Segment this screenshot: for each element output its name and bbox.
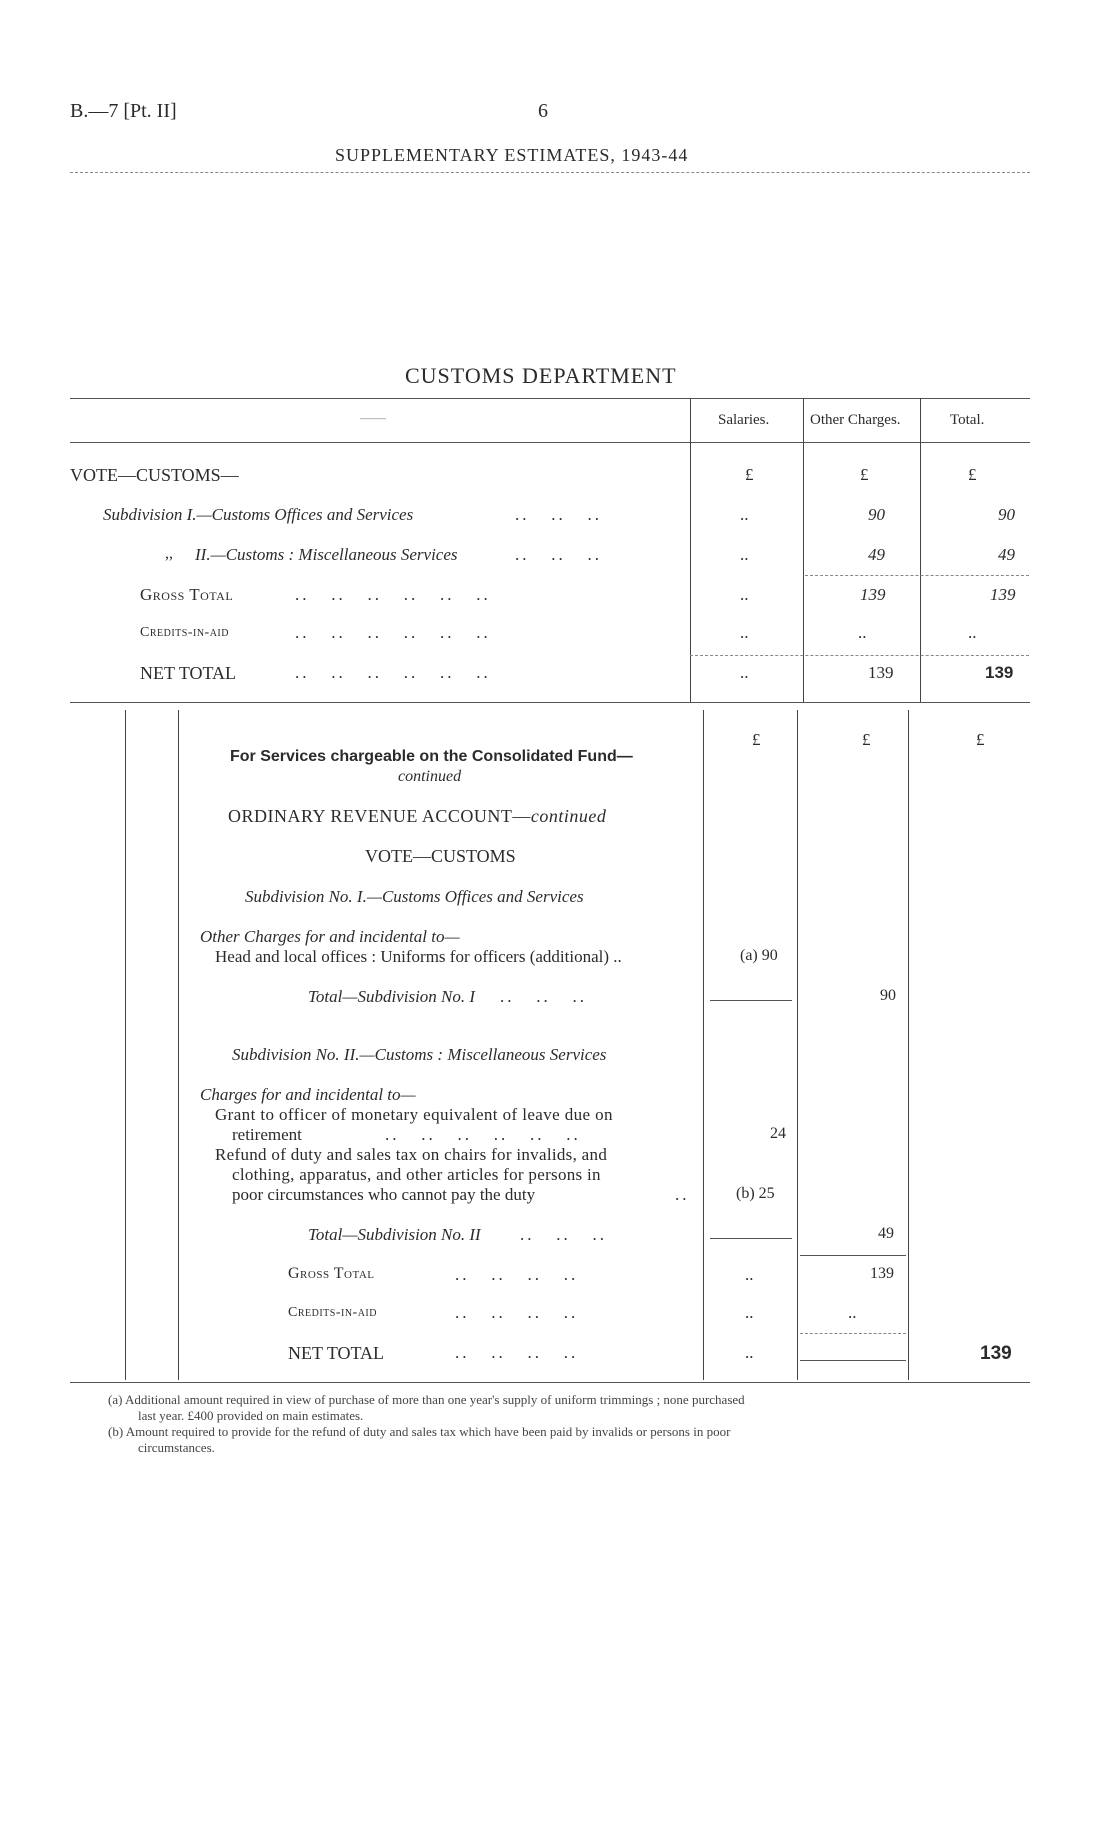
summary-row-2-label: II.—Customs : Miscellaneous Services bbox=[195, 545, 458, 564]
detail-sub2-item2-value: (b) 25 bbox=[736, 1185, 775, 1202]
summary-net-label: NET TOTAL bbox=[140, 663, 237, 683]
summary-bottom-rule bbox=[70, 702, 1030, 703]
header-rule bbox=[70, 172, 1030, 173]
detail-col-divider-3 bbox=[908, 710, 909, 1380]
summary-header-rule bbox=[70, 442, 1030, 443]
detail-net-rule-top bbox=[800, 1333, 906, 1334]
detail-net-salaries: .. bbox=[745, 1343, 754, 1362]
summary-col-salaries: Salaries. bbox=[718, 412, 770, 428]
detail-sub2-item2-line3: poor circumstances who cannot pay the duty bbox=[232, 1185, 536, 1204]
detail-sub2-item2-leader: .. bbox=[675, 1185, 690, 1204]
detail-net-leader: .. .. .. .. bbox=[455, 1343, 579, 1362]
detail-heading-continued: continued bbox=[398, 768, 462, 785]
summary-currency-other: £ bbox=[860, 465, 869, 484]
summary-credits-other: .. bbox=[858, 623, 867, 642]
detail-sub2-item1-leader: .. .. .. .. .. .. bbox=[385, 1125, 581, 1144]
detail-gross-other: 139 bbox=[870, 1265, 894, 1282]
detail-sub1-total-label: Total—Subdivision No. I bbox=[308, 987, 476, 1006]
detail-gross-rule bbox=[800, 1255, 906, 1256]
detail-gross-label: Gross Total bbox=[288, 1265, 375, 1282]
detail-credits-other: .. bbox=[848, 1303, 857, 1322]
summary-row-2-salaries: .. bbox=[740, 545, 749, 564]
summary-gross-total: 139 bbox=[990, 585, 1016, 604]
detail-left-border-2 bbox=[178, 710, 179, 1380]
summary-gross-other: 139 bbox=[860, 585, 886, 604]
summary-row-2-other: 49 bbox=[868, 545, 885, 564]
summary-row-1-label: Subdivision I.—Customs Offices and Services bbox=[103, 505, 414, 524]
detail-sub2-total-rule bbox=[710, 1238, 792, 1239]
detail-sub1-charges-intro: Other Charges for and incidental to— bbox=[200, 927, 460, 946]
summary-net-other: 139 bbox=[868, 663, 894, 682]
footnote-b-line1: (b) Amount required to provide for the refund of duty and sales tax which have been paid by invalids or persons in poor bbox=[108, 1424, 731, 1439]
detail-sub2-item2-line1: Refund of duty and sales tax on chairs for invalids, and bbox=[215, 1145, 608, 1164]
summary-credits-salaries: .. bbox=[740, 623, 749, 642]
detail-currency-salaries: £ bbox=[752, 730, 761, 749]
summary-currency-total: £ bbox=[968, 465, 977, 484]
summary-credits-total: .. bbox=[968, 623, 977, 642]
detail-credits-salaries: .. bbox=[745, 1303, 754, 1322]
detail-bottom-rule bbox=[70, 1382, 1030, 1383]
department-title: CUSTOMS DEPARTMENT bbox=[405, 363, 677, 388]
summary-credits-label: Credits-in-aid bbox=[140, 625, 229, 640]
detail-net-label: NET TOTAL bbox=[288, 1343, 385, 1363]
summary-net-salaries: .. bbox=[740, 663, 749, 682]
detail-col-divider-1 bbox=[703, 710, 704, 1380]
detail-account-text: ORDINARY REVENUE ACCOUNT— bbox=[228, 806, 531, 826]
summary-top-rule bbox=[70, 398, 1030, 399]
footnote-a-line1: (a) Additional amount required in view of purchase of more than one year's supply of uniform trimmings ; none purchased bbox=[108, 1392, 745, 1407]
summary-net-rule bbox=[690, 655, 1029, 656]
detail-heading: For Services chargeable on the Consolidated Fund— bbox=[230, 748, 633, 765]
summary-row-2-prefix: ,, bbox=[165, 545, 173, 562]
summary-row-1-total: 90 bbox=[998, 505, 1015, 524]
summary-col-blank: —— bbox=[360, 410, 386, 425]
detail-sub2-title: Subdivision No. II.—Customs : Miscellaneous Services bbox=[232, 1045, 607, 1064]
detail-credits-label: Credits-in-aid bbox=[288, 1305, 377, 1320]
footnote-b-line2: circumstances. bbox=[138, 1440, 215, 1455]
detail-credits-leader: .. .. .. .. bbox=[455, 1303, 579, 1322]
detail-net-total: 139 bbox=[980, 1343, 1012, 1364]
detail-sub2-item2-line2: clothing, apparatus, and other articles for persons in bbox=[232, 1165, 601, 1184]
detail-net-rule-bottom bbox=[800, 1360, 906, 1361]
summary-net-leader: .. .. .. .. .. .. bbox=[295, 663, 491, 682]
summary-col-divider-3 bbox=[920, 398, 921, 702]
summary-currency-salaries: £ bbox=[745, 465, 754, 484]
detail-sub2-item1-line2: retirement bbox=[232, 1125, 302, 1144]
detail-left-border-1 bbox=[125, 710, 126, 1380]
detail-sub2-charges-intro: Charges for and incidental to— bbox=[200, 1085, 416, 1104]
page-number: 6 bbox=[538, 100, 548, 122]
detail-sub1-item-value: (a) 90 bbox=[740, 947, 778, 964]
detail-sub2-total-value: 49 bbox=[878, 1225, 894, 1242]
summary-credits-leader: .. .. .. .. .. .. bbox=[295, 623, 491, 642]
detail-sub1-title: Subdivision No. I.—Customs Offices and Services bbox=[245, 887, 584, 906]
detail-currency-other: £ bbox=[862, 730, 871, 749]
detail-gross-salaries: .. bbox=[745, 1265, 754, 1284]
summary-col-divider-2 bbox=[803, 398, 804, 702]
detail-account bbox=[228, 806, 606, 827]
detail-sub1-item: Head and local offices : Uniforms for officers (additional) .. bbox=[215, 947, 622, 966]
summary-row-1-leader: .. .. .. bbox=[515, 505, 602, 524]
detail-account-continued: continued bbox=[530, 806, 607, 826]
detail-sub1-total-rule bbox=[710, 1000, 792, 1001]
summary-gross-leader: .. .. .. .. .. .. bbox=[295, 585, 491, 604]
summary-col-total: Total. bbox=[950, 412, 985, 428]
summary-gross-salaries: .. bbox=[740, 585, 749, 604]
summary-col-divider-1 bbox=[690, 398, 691, 702]
summary-row-2-total: 49 bbox=[998, 545, 1015, 564]
detail-sub2-item1-line1: Grant to officer of monetary equivalent of leave due on bbox=[215, 1105, 613, 1124]
summary-row-1-salaries: .. bbox=[740, 505, 749, 524]
detail-sub1-total-value: 90 bbox=[880, 987, 896, 1004]
detail-sub1-total-leader: .. .. .. bbox=[500, 987, 587, 1006]
detail-col-divider-2 bbox=[797, 710, 798, 1380]
footnote-a-line2: last year. £400 provided on main estimates. bbox=[138, 1408, 364, 1423]
detail-sub2-item1-value: 24 bbox=[770, 1125, 786, 1142]
detail-vote: VOTE—CUSTOMS bbox=[365, 846, 516, 866]
summary-vote-label: VOTE—CUSTOMS— bbox=[70, 465, 239, 485]
summary-subtotal-rule bbox=[805, 575, 1029, 576]
summary-gross-label: Gross Total bbox=[140, 585, 234, 604]
summary-col-other: Other Charges. bbox=[810, 412, 901, 428]
summary-row-1-other: 90 bbox=[868, 505, 885, 524]
page-title: SUPPLEMENTARY ESTIMATES, 1943-44 bbox=[335, 145, 689, 165]
detail-sub2-total-label: Total—Subdivision No. II bbox=[308, 1225, 481, 1244]
summary-row-2-leader: .. .. .. bbox=[515, 545, 602, 564]
detail-currency-total: £ bbox=[976, 730, 985, 749]
detail-gross-leader: .. .. .. .. bbox=[455, 1265, 579, 1284]
detail-sub2-total-leader: .. .. .. bbox=[520, 1225, 607, 1244]
summary-net-total: 139 bbox=[985, 663, 1014, 682]
page-reference: B.—7 [Pt. II] bbox=[70, 100, 177, 122]
